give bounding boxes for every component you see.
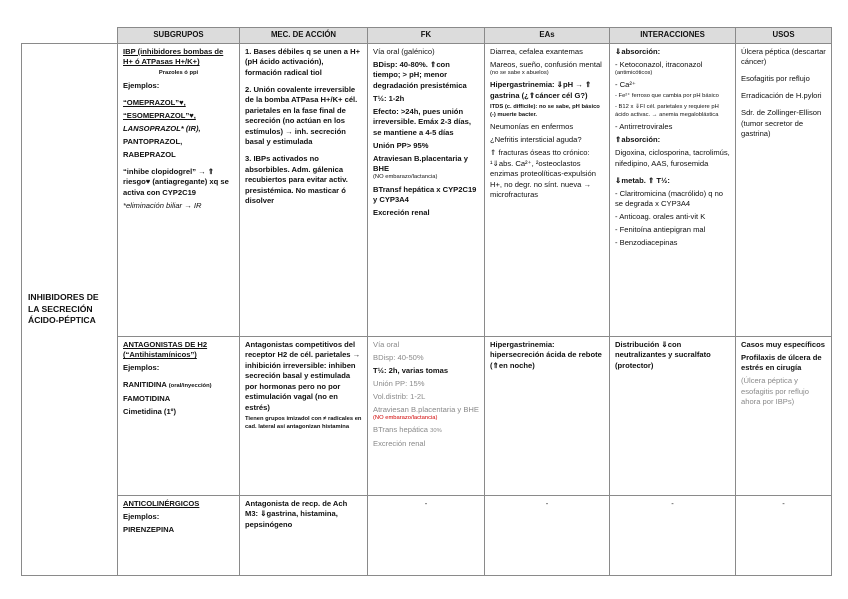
use-item: Sdr. de Zollinger-Ellison (tumor secretor de gastrina): [741, 108, 822, 139]
header-fk: FK: [368, 28, 485, 44]
ea-item: Hipergastrinemia: ⇓pH → ⇑ gastrina (¿⇑cáncer cél G?): [490, 80, 592, 100]
ea-item: ⇑ fracturas óseas tto crónico: ¹⇓abs. Ca²⁺, ²osteoclastos enzimas proteolíticas-expulsión H+, no degr. no sínt. nueva → microfracturas: [490, 148, 596, 200]
subgroup-cell-ibp: [118, 44, 240, 337]
use-item: Erradicación de H.pylori: [741, 91, 822, 101]
interaction-item: - Anticoag. orales anti-vit K: [615, 212, 706, 222]
interaction-item: - B12 x ⇓FI cél. parietales y requiere pH ácido activac. → anemia megaloblástica: [615, 103, 719, 118]
use-item: Úlcera péptica (descartar cáncer): [741, 47, 826, 67]
fk-item: T½: 1-2h: [373, 93, 405, 103]
use-item: (Úlcera péptica y esofagitis por reflujo ahora por IBPs): [741, 376, 809, 407]
header-blank: [22, 28, 118, 44]
header-row: [22, 28, 832, 44]
fk-text: BTrans hepática: [373, 425, 429, 435]
interactions-cell-h2: [610, 337, 736, 496]
fk-percent: 30%: [430, 428, 442, 435]
fk-item: Efecto: >24h, pues unión irreversible. Emáx 2-3 días, se mantiene a 4-5 días: [373, 106, 471, 137]
drug-name: RANITIDINA: [123, 380, 167, 390]
fk-item: (NO embarazo/lactancia): [373, 414, 438, 421]
drug-pantoprazol: PANTOPRAZOL,: [123, 136, 183, 146]
interaction-heading: ⇓absorción:: [615, 47, 661, 56]
examples-label: Ejemplos:: [123, 511, 160, 521]
examples-label: Ejemplos:: [123, 80, 160, 90]
interaction-item: - Antirretrovirales: [615, 122, 673, 132]
subgroup-title: ANTICOLINÉRGICOS: [123, 499, 200, 508]
ea-item: Diarrea, cefalea exantemas: [490, 47, 583, 56]
use-item: Profilaxis de úlcera de estrés en cirugía: [741, 352, 822, 373]
fk-item: Excreción renal: [373, 208, 430, 218]
mechanism-cell-ibp: [240, 44, 368, 337]
fk-item: BDisp: 40-80%. ⇑con tiempo; > pH; menor degradación presistémica: [373, 59, 467, 90]
drug-esomeprazol: “ESOMEPRAZOL”♥,: [123, 110, 196, 120]
interaction-item: Digoxina, ciclosporina, tacrolimús, nifedipino, AAS, furosemida: [615, 148, 730, 168]
header-interacciones: INTERACCIONES: [610, 28, 736, 44]
use-item: Casos muy específicos: [741, 340, 825, 349]
mechanism-item: Antagonistas competitivos del receptor H2 de cél. parietales → inhibición irreversible: inhiben secreción basal y estimulada por hormonas pero no por estimulación vagal (no en estrés): [245, 340, 361, 412]
subgroup-cell-h2: [118, 337, 240, 496]
interaction-item: - Benzodiacepinas: [615, 238, 678, 248]
fk-item: Atraviesan B.placentaria y BHE: [373, 153, 468, 174]
pharmacology-table: [21, 27, 832, 576]
ea-item: Neumonías en enfermos: [490, 122, 574, 132]
biliary-footnote: *eliminación biliar → IR: [123, 200, 202, 210]
mechanism-cell-h2: [240, 337, 368, 496]
fk-item: Vía oral: [373, 340, 400, 349]
uses-cell-anticolinergicos: -: [736, 496, 832, 576]
fk-cell-ibp: [368, 44, 485, 337]
drug-ranitidina: [123, 380, 234, 391]
ea-item: Mareos, sueño, confusión mental: [490, 59, 602, 69]
drug-cimetidina: Cimetidina (1º): [123, 406, 176, 416]
eas-cell-ibp: [485, 44, 610, 337]
header-subgrupos: SUBGRUPOS: [118, 28, 240, 44]
table-row-h2: [22, 337, 832, 496]
header-usos: USOS: [736, 28, 832, 44]
ea-item: ¿Nefritis intersticial aguda?: [490, 135, 582, 145]
drug-lansoprazol: LANSOPRAZOL* (IR),: [123, 123, 201, 133]
fk-cell-h2: [368, 337, 485, 496]
mechanism-item: Tienen grupos imizadol con ≠ radicales en cad. lateral así antagonizan histamina: [245, 415, 362, 430]
mechanism-item: 1. Bases débiles q se unen a H+ (pH ácido activación), formación radical tiol: [245, 47, 361, 77]
interaction-item: - Claritromicina (macrólido) q no se degrada x CYP3A4: [615, 188, 724, 209]
drug-pirenzepina: PIRENZEPINA: [123, 524, 175, 534]
eas-cell-h2: [485, 337, 610, 496]
interaction-item: - Ca²⁺: [615, 80, 636, 90]
drug-famotidina: FAMOTIDINA: [123, 393, 171, 403]
interaction-item: (antimicóticos): [615, 69, 653, 76]
mechanism-cell-anticolinergicos: [240, 496, 368, 576]
header-mecanismo: MEC. DE ACCIÓN: [240, 28, 368, 44]
drug-route-note: (oral/inyección): [168, 383, 212, 390]
subgroup-title: IBP (inhibidores bombas de H+ ó ATPasas H+/K+): [123, 47, 224, 67]
ea-item: Hipergastrinemia: hipersecreción ácida de rebote (⇑en noche): [490, 340, 602, 370]
fk-item: Vía oral (galénico): [373, 47, 435, 56]
interactions-cell-anticolinergicos: -: [610, 496, 736, 576]
clopidogrel-note: “inhibe clopidogrel” → ⇑ riesgo♥ (antiagregante) xq se activa con CYP2C19: [123, 166, 229, 197]
interaction-item: - Ketoconazol, itraconazol: [615, 59, 703, 69]
table-row-anticolinergicos: [22, 496, 832, 576]
mechanism-item: Antagonista de recp. de Ach M3: ⇓gastrina, histamina, pepsinógeno: [245, 499, 348, 529]
mechanism-item: 3. IBPs activados no absorbibles. Adm. gálenica recubiertos para evitar activ. presistémica. No masticar ó disolver: [245, 154, 348, 206]
interaction-item: Distribución ⇓con neutralizantes y sucralfato (protector): [615, 340, 711, 370]
fk-cell-anticolinergicos: -: [368, 496, 485, 576]
uses-cell-ibp: [736, 44, 832, 337]
drug-rabeprazol: RABEPRAZOL: [123, 149, 176, 159]
fk-item: T½: 2h, varias tomas: [373, 365, 449, 375]
interaction-item: - Fenitoína antiepigran mal: [615, 225, 706, 235]
fk-item: BTransf hepática x CYP2C19 y CYP3A4: [373, 184, 477, 205]
ea-item: (no se sabe x abuelos): [490, 69, 549, 76]
header-eas: EAs: [485, 28, 610, 44]
fk-item: Excreción renal: [373, 438, 426, 448]
fk-item: BDisp: 40-50%: [373, 352, 424, 362]
fk-item: Atraviesan B.placentaria y BHE: [373, 404, 479, 414]
interaction-heading: ⇑absorción:: [615, 135, 661, 145]
fk-item: Unión PP: 15%: [373, 378, 425, 388]
uses-cell-h2: [736, 337, 832, 496]
interaction-heading: ⇓metab. ⇑ T½:: [615, 175, 670, 185]
category-cell: INHIBIDORES DE LA SECRECIÓN ÁCIDO-PÉPTICA: [22, 44, 118, 576]
table-row-ibp: [22, 44, 832, 337]
fk-item: (NO embarazo/lactancia): [373, 174, 438, 181]
drug-omeprazol: “OMEPRAZOL”♥,: [123, 97, 186, 107]
mechanism-item: 2. Unión covalente irreversible de la bomba ATPasa H+/K+ cél. parietales en la fase final de secreción (no actúan en los estímulos) → inh. secreción basal y estimulada: [245, 84, 358, 147]
fk-item: [373, 425, 479, 436]
eas-cell-anticolinergicos: -: [485, 496, 610, 576]
subgroup-note: Prazoles ó ppi: [158, 70, 199, 77]
interactions-cell-ibp: [610, 44, 736, 337]
fk-item: Unión PP> 95%: [373, 140, 429, 150]
subgroup-title: ANTAGONISTAS DE H2 (“Antihistamínicos”): [123, 340, 208, 360]
subgroup-cell-anticolinergicos: [118, 496, 240, 576]
ea-item: ITDS (c. difficile): no se sabe, pH básico (-) muerte bacter.: [490, 103, 600, 118]
examples-label: Ejemplos:: [123, 363, 160, 373]
fk-item: Vol.distrib: 1-2L: [373, 391, 426, 401]
use-item: Esofagitis por reflujo: [741, 74, 810, 84]
interaction-item: - Fe²⁺ ferroso que cambia por pH básico: [615, 93, 719, 100]
